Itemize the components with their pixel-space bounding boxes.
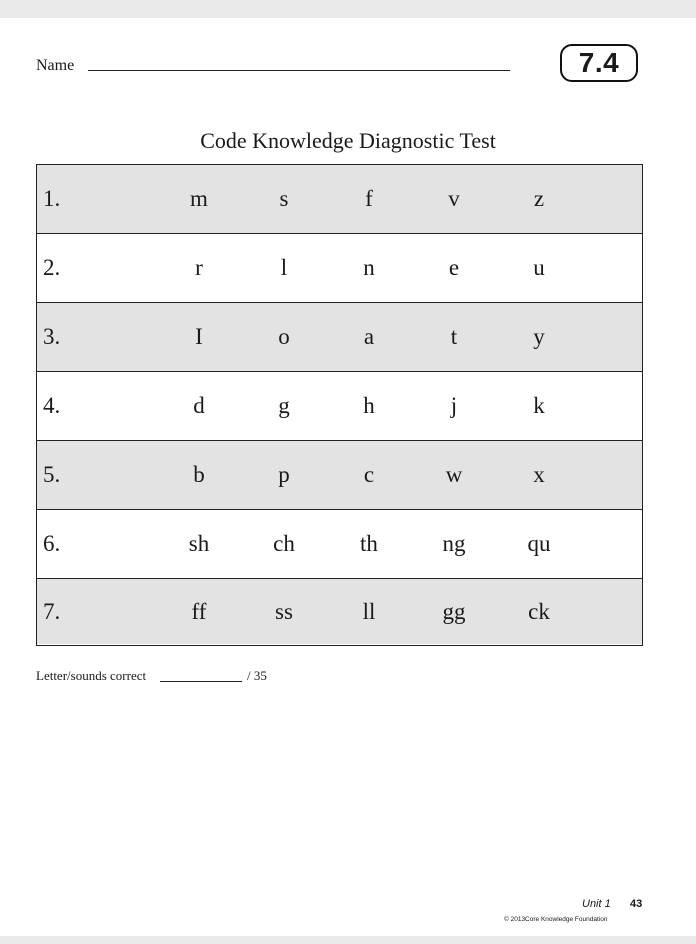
row-number: 6. [43, 531, 61, 556]
bottom-border-band [0, 936, 696, 944]
name-write-line[interactable] [88, 70, 510, 71]
letter-cell: th [360, 531, 378, 556]
letter-cell: x [533, 462, 545, 487]
letter-cell: c [363, 462, 375, 487]
row-number: 7. [43, 598, 61, 624]
letter-cell: ff [191, 598, 207, 624]
letter-cell: d [193, 393, 205, 418]
letter-cell: l [280, 255, 288, 280]
table-row [37, 578, 642, 644]
score-label: Letter/sounds correct [36, 668, 147, 683]
table-row [37, 509, 642, 578]
letter-cell: g [278, 393, 290, 418]
score-write-line[interactable] [160, 681, 242, 682]
letter-cell: r [195, 255, 203, 280]
footer-unit-label: Unit 1 [582, 898, 611, 910]
table-row [37, 233, 642, 302]
letter-cell: ng [442, 531, 466, 556]
row-number: 2. [43, 255, 61, 280]
letter-cell: h [363, 393, 375, 418]
letter-cell: sh [188, 531, 210, 556]
letter-cell: I [195, 324, 203, 349]
letter-cell: m [190, 186, 208, 211]
name-label: Name [36, 57, 75, 74]
letter-cell: e [448, 255, 460, 280]
letter-cell: j [450, 393, 458, 418]
letter-cell: b [193, 462, 205, 487]
letter-cell: s [279, 186, 289, 211]
letter-cell: f [365, 186, 373, 211]
row-number: 1. [43, 186, 61, 211]
worksheet-number-badge: 7.4 [560, 44, 638, 82]
page-title: Code Knowledge Diagnostic Test [200, 128, 496, 153]
letter-cell: u [533, 255, 545, 280]
table-row [37, 371, 642, 440]
footer-copyright: © 2013Core Knowledge Foundation [504, 916, 608, 923]
letter-cell: ss [275, 598, 293, 624]
score-total: / 35 [247, 668, 267, 683]
table-row [37, 302, 642, 371]
letter-cell: ck [528, 598, 550, 624]
letter-cell: gg [442, 598, 466, 624]
letter-cell: o [278, 324, 290, 349]
letter-cell: v [448, 186, 460, 211]
letter-cell: t [450, 324, 458, 349]
letter-cell: k [533, 393, 545, 418]
footer-page-number: 43 [630, 898, 643, 910]
row-number: 3. [43, 324, 61, 349]
letter-cell: z [533, 186, 545, 211]
letter-cell: n [363, 255, 375, 280]
letter-cell: w [445, 462, 463, 487]
letter-cell: a [363, 324, 375, 349]
table-row [37, 440, 642, 509]
letter-cell: y [533, 324, 545, 349]
row-number: 5. [43, 462, 61, 487]
row-number: 4. [43, 393, 61, 418]
letter-cell: ll [362, 598, 376, 624]
table-row [37, 165, 642, 233]
diagnostic-test-table [36, 164, 643, 646]
letter-cell: ch [273, 531, 295, 556]
letter-cell: qu [527, 531, 551, 556]
top-border-band [0, 0, 696, 18]
letter-cell: p [278, 462, 290, 487]
